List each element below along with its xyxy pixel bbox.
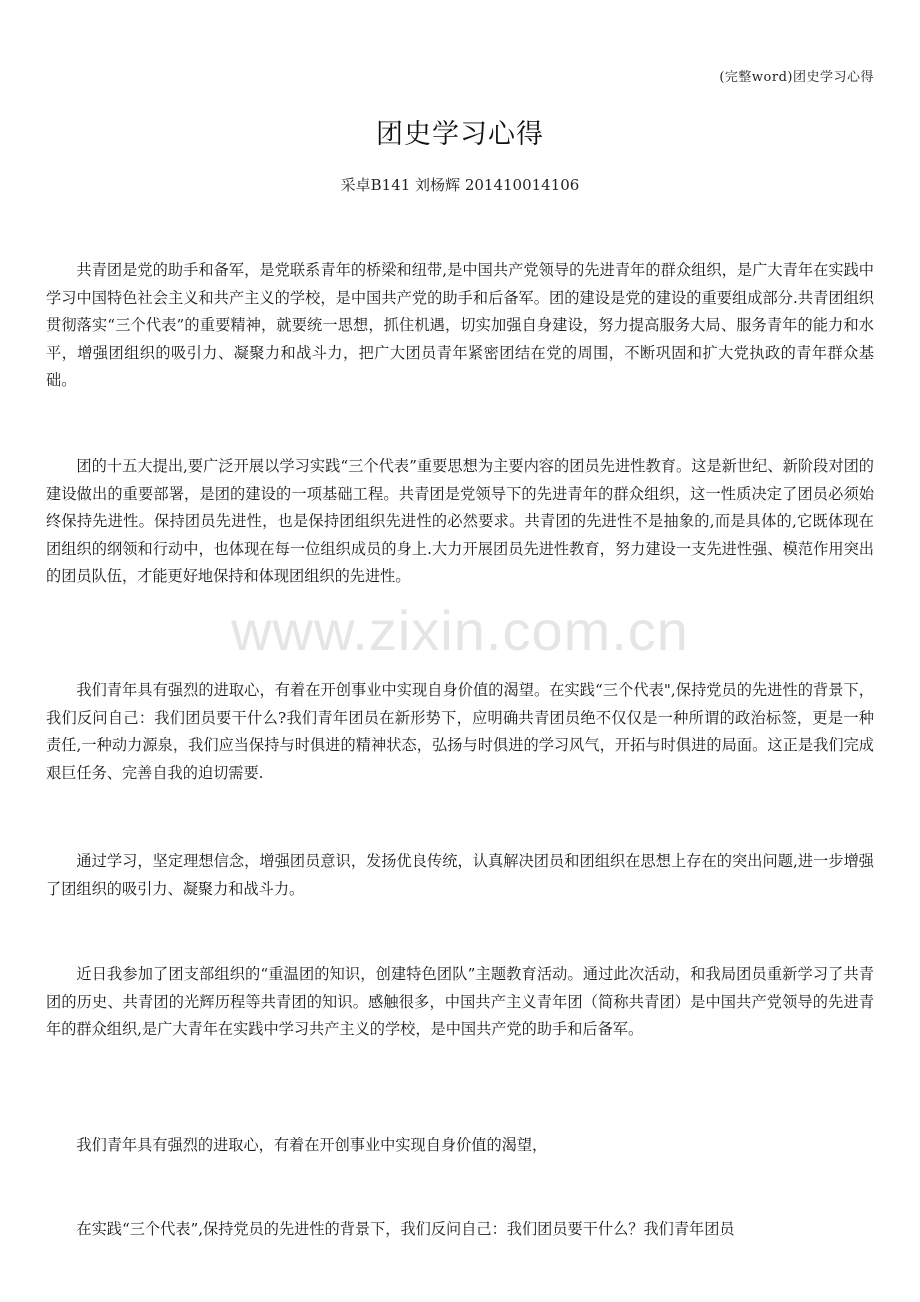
paragraph-4: 通过学习，坚定理想信念，增强团员意识，发扬优良传统，认真解决团员和团组织在思想上存在的突出问题,进一步增强了团组织的吸引力、凝聚力和战斗力。 bbox=[46, 852, 874, 898]
paragraph-7: 在实践“三个代表”,保持党员的先进性的背景下，我们反问自己：我们团员要干什么？我们青年团员 bbox=[76, 1220, 735, 1238]
author-line: 采卓B141 刘杨辉 201410014106 bbox=[340, 176, 580, 194]
paragraph-5: 近日我参加了团支部组织的“重温团的知识，创建特色团队”主题教育活动。通过此次活动，和我局团员重新学习了共青团的历史、共青团的光辉历程等共青团的知识。感触很多，中国共产主义青年团（简称共青团）是中国共产党领导的先进青年的群众组织,是广大青年在实践中学习共产主义的学校，是中国共产党的助手和后备军。 bbox=[46, 965, 874, 1038]
watermark: www.zixin.com.cn bbox=[231, 599, 689, 662]
paragraph-6: 我们青年具有强烈的进取心，有着在开创事业中实现自身价值的渴望， bbox=[76, 1136, 548, 1154]
paragraph-3: 我们青年具有强烈的进取心，有着在开创事业中实现自身价值的渴望。在实践“三个代表",保持党员的先进性的背景下，我们反问自己：我们团员要干什么?我们青年团员在新形势下，应明确共青团员绝不仅仅是一种所谓的政治标签，更是一种责任,一种动力源泉，我们应当保持与时俱进的精神状态，弘扬与时俱进的学习风气，开拓与时俱进的局面。这正是我们完成艰巨任务、完善自我的迫切需要. bbox=[46, 681, 874, 782]
document-title: 团史学习心得 bbox=[376, 119, 544, 150]
paragraph-1: 共青团是党的助手和备军，是党联系青年的桥梁和纽带,是中国共产党领导的先进青年的群众组织，是广大青年在实践中学习中国特色社会主义和共产主义的学校，是中国共产党的助手和后备军。团的建设是党的建设的重要组成部分.共青团组织贯彻落实“三个代表”的重要精神，就要统一思想，抓住机遇，切实加强自身建设，努力提高服务大局、服务青年的能力和水平，增强团组织的吸引力、凝聚力和战斗力，把广大团员青年紧密团结在党的周围，不断巩固和扩大党执政的青年群众基础。 bbox=[46, 261, 874, 389]
header-note: (完整word)团史学习心得 bbox=[719, 70, 874, 85]
paragraph-2: 团的十五大提出,要广泛开展以学习实践“三个代表”重要思想为主要内容的团员先进性教育。这是新世纪、新阶段对团的建设做出的重要部署，是团的建设的一项基础工程。共青团是党领导下的先进青年的群众组织，这一性质决定了团员必须始终保持先进性。保持团员先进性，也是保持团组织先进性的必然要求。共青团的先进性不是抽象的,而是具体的,它既体现在团组织的纲领和行动中，也体现在每一位组织成员的身上.大力开展团员先进性教育，努力建设一支先进性强、模范作用突出的团员队伍，才能更好地保持和体现团组织的先进性。 bbox=[46, 457, 874, 585]
